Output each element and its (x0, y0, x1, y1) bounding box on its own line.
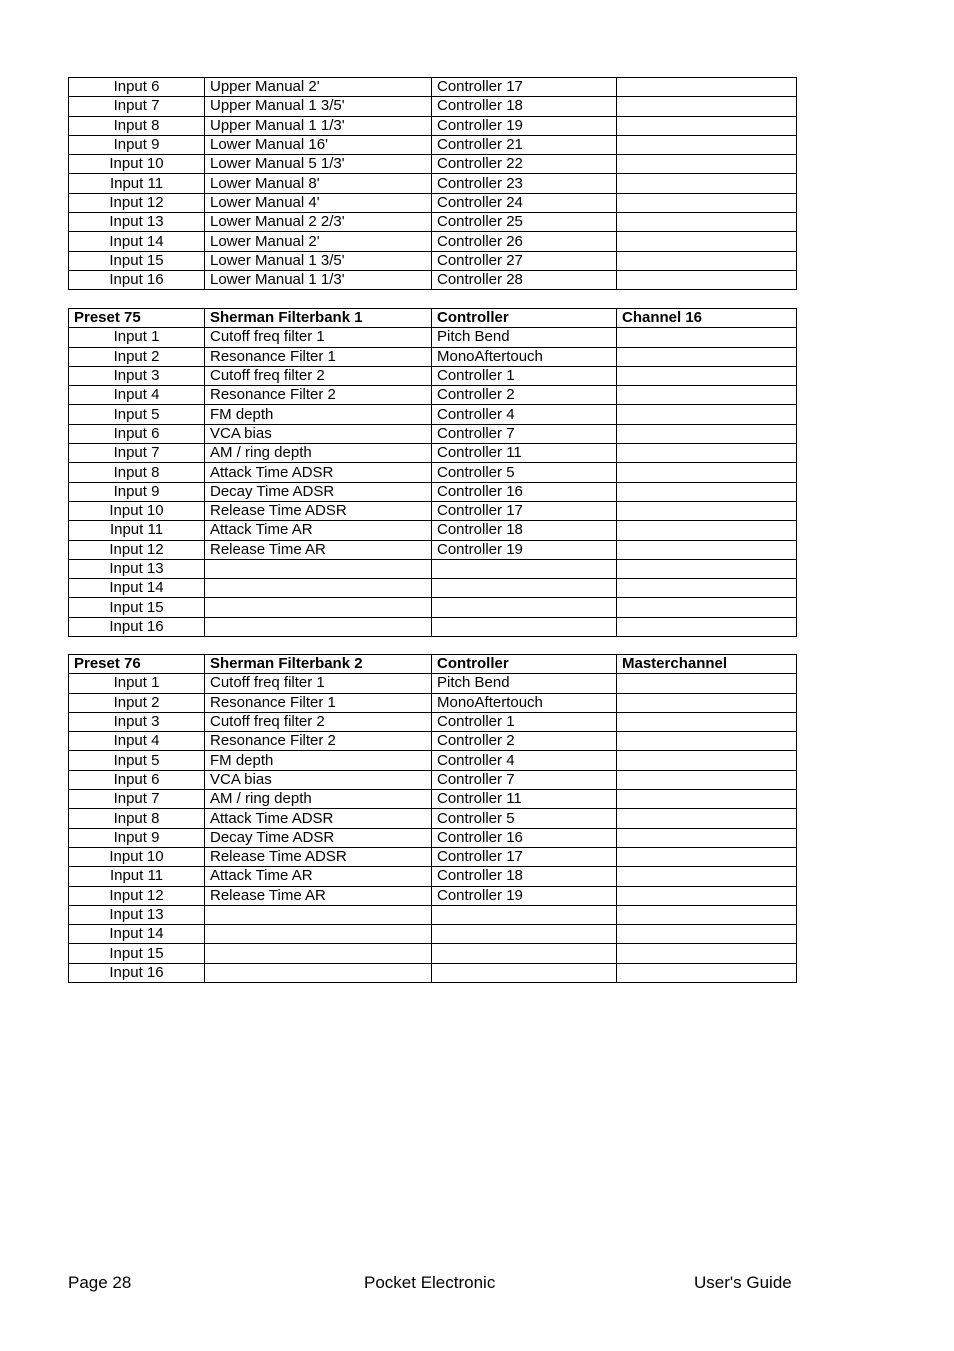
table-row (69, 559, 797, 578)
header-cell: Controller (432, 655, 617, 674)
table-cell: Lower Manual 1 3/5' (205, 251, 432, 270)
table-cell: Resonance Filter 1 (205, 347, 432, 366)
table-cell (617, 847, 797, 866)
table-cell (617, 867, 797, 886)
table-cell: Controller 5 (432, 463, 617, 482)
table-cell (617, 559, 797, 578)
table-row (69, 521, 797, 540)
table-cell: Input 9 (69, 828, 205, 847)
table-cell (432, 925, 617, 944)
table-cell (617, 790, 797, 809)
table-cell: Controller 27 (432, 251, 617, 270)
table-body (69, 78, 797, 290)
table-cell: Cutoff freq filter 2 (205, 712, 432, 731)
table-cell: Input 7 (69, 790, 205, 809)
table-row (69, 770, 797, 789)
table-row (69, 905, 797, 924)
table-cell: Input 2 (69, 347, 205, 366)
table-cell (617, 135, 797, 154)
table-cell: Controller 7 (432, 424, 617, 443)
table-cell (617, 693, 797, 712)
table-cell: Controller 11 (432, 790, 617, 809)
table-cell: VCA bias (205, 424, 432, 443)
table-cell (617, 925, 797, 944)
header-cell: Preset 75 (69, 309, 205, 328)
table-cell: Controller 16 (432, 482, 617, 501)
table-cell (205, 963, 432, 982)
table-cell (617, 501, 797, 520)
table-cell: Attack Time ADSR (205, 809, 432, 828)
table-cell: Input 8 (69, 116, 205, 135)
table-cell: Release Time AR (205, 886, 432, 905)
table-row (69, 78, 797, 97)
table-cell: Upper Manual 1 1/3' (205, 116, 432, 135)
table-row (69, 847, 797, 866)
table-cell: Input 12 (69, 193, 205, 212)
table-cell (617, 732, 797, 751)
table-cell (617, 213, 797, 232)
table-cell (617, 963, 797, 982)
table-cell: Cutoff freq filter 1 (205, 328, 432, 347)
table-cell: Controller 4 (432, 405, 617, 424)
table-cell: Controller 2 (432, 732, 617, 751)
table-row (69, 270, 797, 289)
table-cell: Input 9 (69, 135, 205, 154)
table-cell: Controller 5 (432, 809, 617, 828)
table-cell: FM depth (205, 751, 432, 770)
table-cell: Input 15 (69, 251, 205, 270)
table-cell: Input 14 (69, 925, 205, 944)
footer-guide: User's Guide (694, 1273, 792, 1292)
header-cell: Controller (432, 309, 617, 328)
table-row (69, 925, 797, 944)
table-cell: Input 16 (69, 270, 205, 289)
table-cell: Controller 24 (432, 193, 617, 212)
table-cell: Cutoff freq filter 1 (205, 674, 432, 693)
table-cell: Input 14 (69, 579, 205, 598)
table-cell: Controller 26 (432, 232, 617, 251)
table-cell (432, 963, 617, 982)
table-cell: Input 6 (69, 78, 205, 97)
table-row (69, 867, 797, 886)
header-cell: Masterchannel (617, 655, 797, 674)
table-cell: Resonance Filter 1 (205, 693, 432, 712)
footer-title: Pocket Electronic (364, 1273, 496, 1292)
table-cell (617, 116, 797, 135)
table-cell (205, 905, 432, 924)
table-cell (617, 463, 797, 482)
table-cell: Controller 1 (432, 366, 617, 385)
table-row (69, 944, 797, 963)
table-cell: Controller 19 (432, 540, 617, 559)
table-cell: FM depth (205, 405, 432, 424)
table-cell (205, 617, 432, 636)
table-cell (205, 579, 432, 598)
table-cell (617, 232, 797, 251)
table-row (69, 193, 797, 212)
table-row (69, 751, 797, 770)
header-cell: Sherman Filterbank 1 (205, 309, 432, 328)
header-cell: Sherman Filterbank 2 (205, 655, 432, 674)
table-cell: Input 12 (69, 540, 205, 559)
table-cell: Input 10 (69, 155, 205, 174)
table-cell: Attack Time AR (205, 521, 432, 540)
table-cell: Input 1 (69, 328, 205, 347)
table-cell: Lower Manual 2' (205, 232, 432, 251)
table-cell (617, 886, 797, 905)
table-cell (617, 617, 797, 636)
table-row (69, 809, 797, 828)
table-cell (432, 559, 617, 578)
table-cell (617, 386, 797, 405)
table-cell: Input 10 (69, 501, 205, 520)
header-cell: Channel 16 (617, 309, 797, 328)
table-cell: Cutoff freq filter 2 (205, 366, 432, 385)
table-row (69, 386, 797, 405)
table-cell (617, 905, 797, 924)
table-cell: Input 11 (69, 174, 205, 193)
table-cell (205, 559, 432, 578)
table-cell: Input 8 (69, 463, 205, 482)
header-row (69, 655, 797, 674)
table-cell: Input 1 (69, 674, 205, 693)
table-cell (617, 482, 797, 501)
table-cell: Input 16 (69, 617, 205, 636)
table-cell: Input 15 (69, 598, 205, 617)
table-row (69, 135, 797, 154)
table-row (69, 424, 797, 443)
table-cell: Decay Time ADSR (205, 828, 432, 847)
table-cell: VCA bias (205, 770, 432, 789)
table-cell: Controller 1 (432, 712, 617, 731)
table-cell (617, 78, 797, 97)
table-row (69, 463, 797, 482)
table-cell (617, 174, 797, 193)
table-cell: Input 13 (69, 905, 205, 924)
table-cell: Decay Time ADSR (205, 482, 432, 501)
table-cell: Input 2 (69, 693, 205, 712)
table-cell: Input 4 (69, 732, 205, 751)
table-row (69, 617, 797, 636)
table-cell: Input 11 (69, 521, 205, 540)
table-cell (617, 347, 797, 366)
table-cell (617, 405, 797, 424)
table-cell: Pitch Bend (432, 328, 617, 347)
table-cell: Input 3 (69, 712, 205, 731)
table-cell: Controller 17 (432, 501, 617, 520)
table-row (69, 174, 797, 193)
table-row (69, 328, 797, 347)
table-cell: Resonance Filter 2 (205, 732, 432, 751)
table-cell: AM / ring depth (205, 444, 432, 463)
table-cell (617, 366, 797, 385)
table-cell (617, 444, 797, 463)
table-row (69, 540, 797, 559)
footer-page-number: Page 28 (68, 1273, 132, 1292)
table-cell: Input 9 (69, 482, 205, 501)
table-cell: Upper Manual 1 3/5' (205, 97, 432, 116)
table-cell: Controller 18 (432, 867, 617, 886)
table-row (69, 790, 797, 809)
table-cell: Input 11 (69, 867, 205, 886)
table-cell: Controller 25 (432, 213, 617, 232)
table-cell (617, 828, 797, 847)
table-cell: Controller 18 (432, 97, 617, 116)
table-row (69, 482, 797, 501)
table-cell: Release Time AR (205, 540, 432, 559)
table-row (69, 405, 797, 424)
table-cell: Input 5 (69, 751, 205, 770)
table-cell (617, 712, 797, 731)
table-cell (617, 270, 797, 289)
table-cell: Controller 2 (432, 386, 617, 405)
table-cell: Controller 22 (432, 155, 617, 174)
table-cell: Input 7 (69, 97, 205, 116)
table-cell (617, 809, 797, 828)
table-cell: Input 6 (69, 424, 205, 443)
table-cell: Controller 21 (432, 135, 617, 154)
table-row (69, 732, 797, 751)
table-cell (617, 251, 797, 270)
table-cell (617, 193, 797, 212)
table-cell: Attack Time ADSR (205, 463, 432, 482)
table-cell: Controller 11 (432, 444, 617, 463)
table-cell: Controller 23 (432, 174, 617, 193)
table-row (69, 251, 797, 270)
table-cell: Input 10 (69, 847, 205, 866)
preset-75-table (68, 308, 797, 637)
table-row (69, 444, 797, 463)
table-row (69, 501, 797, 520)
table-cell: Controller 16 (432, 828, 617, 847)
table-row (69, 347, 797, 366)
table-cell: Controller 19 (432, 886, 617, 905)
table-cell (617, 674, 797, 693)
table-row (69, 598, 797, 617)
table-cell: Attack Time AR (205, 867, 432, 886)
table-cell: Controller 19 (432, 116, 617, 135)
table-cell: Controller 17 (432, 847, 617, 866)
table-cell (617, 540, 797, 559)
table-body (69, 655, 797, 983)
table-cell (432, 905, 617, 924)
table-row (69, 116, 797, 135)
table-cell (205, 598, 432, 617)
table-cell: Release Time ADSR (205, 847, 432, 866)
preset-continuation-table (68, 77, 797, 290)
table-row (69, 828, 797, 847)
table-cell (617, 328, 797, 347)
table-cell (432, 598, 617, 617)
table-cell: Input 5 (69, 405, 205, 424)
table-row (69, 712, 797, 731)
table-cell (617, 579, 797, 598)
table-cell (432, 579, 617, 598)
table-body (69, 309, 797, 637)
table-row (69, 693, 797, 712)
table-cell: Resonance Filter 2 (205, 386, 432, 405)
table-row (69, 579, 797, 598)
table-cell: Lower Manual 16' (205, 135, 432, 154)
table-cell (617, 424, 797, 443)
table-row (69, 674, 797, 693)
table-cell: Input 13 (69, 213, 205, 232)
header-row (69, 309, 797, 328)
table-cell (617, 97, 797, 116)
table-cell: Input 4 (69, 386, 205, 405)
table-cell (617, 521, 797, 540)
table-cell: Lower Manual 8' (205, 174, 432, 193)
table-cell: Controller 7 (432, 770, 617, 789)
table-cell: Controller 17 (432, 78, 617, 97)
table-cell: Controller 18 (432, 521, 617, 540)
table-cell: Input 13 (69, 559, 205, 578)
table-row (69, 366, 797, 385)
table-cell (617, 944, 797, 963)
table-cell (432, 944, 617, 963)
table-row (69, 232, 797, 251)
table-cell (617, 598, 797, 617)
table-cell: Upper Manual 2' (205, 78, 432, 97)
table-row (69, 213, 797, 232)
table-cell (617, 770, 797, 789)
table-cell: Input 6 (69, 770, 205, 789)
table-cell: Input 14 (69, 232, 205, 251)
table-cell: Controller 28 (432, 270, 617, 289)
table-cell: MonoAftertouch (432, 347, 617, 366)
table-cell: Input 15 (69, 944, 205, 963)
table-cell: Controller 4 (432, 751, 617, 770)
table-cell (432, 617, 617, 636)
table-cell (205, 944, 432, 963)
table-cell: Lower Manual 1 1/3' (205, 270, 432, 289)
table-row (69, 963, 797, 982)
table-cell: AM / ring depth (205, 790, 432, 809)
table-cell (617, 751, 797, 770)
table-row (69, 155, 797, 174)
table-cell (205, 925, 432, 944)
preset-76-table (68, 654, 797, 983)
table-cell: Pitch Bend (432, 674, 617, 693)
table-cell: Input 3 (69, 366, 205, 385)
table-cell: MonoAftertouch (432, 693, 617, 712)
table-row (69, 886, 797, 905)
header-cell: Preset 76 (69, 655, 205, 674)
table-cell: Lower Manual 2 2/3' (205, 213, 432, 232)
table-cell (617, 155, 797, 174)
table-cell: Lower Manual 4' (205, 193, 432, 212)
table-cell: Input 8 (69, 809, 205, 828)
table-cell: Input 7 (69, 444, 205, 463)
table-cell: Lower Manual 5 1/3' (205, 155, 432, 174)
table-cell: Input 12 (69, 886, 205, 905)
table-cell: Input 16 (69, 963, 205, 982)
table-cell: Release Time ADSR (205, 501, 432, 520)
table-row (69, 97, 797, 116)
